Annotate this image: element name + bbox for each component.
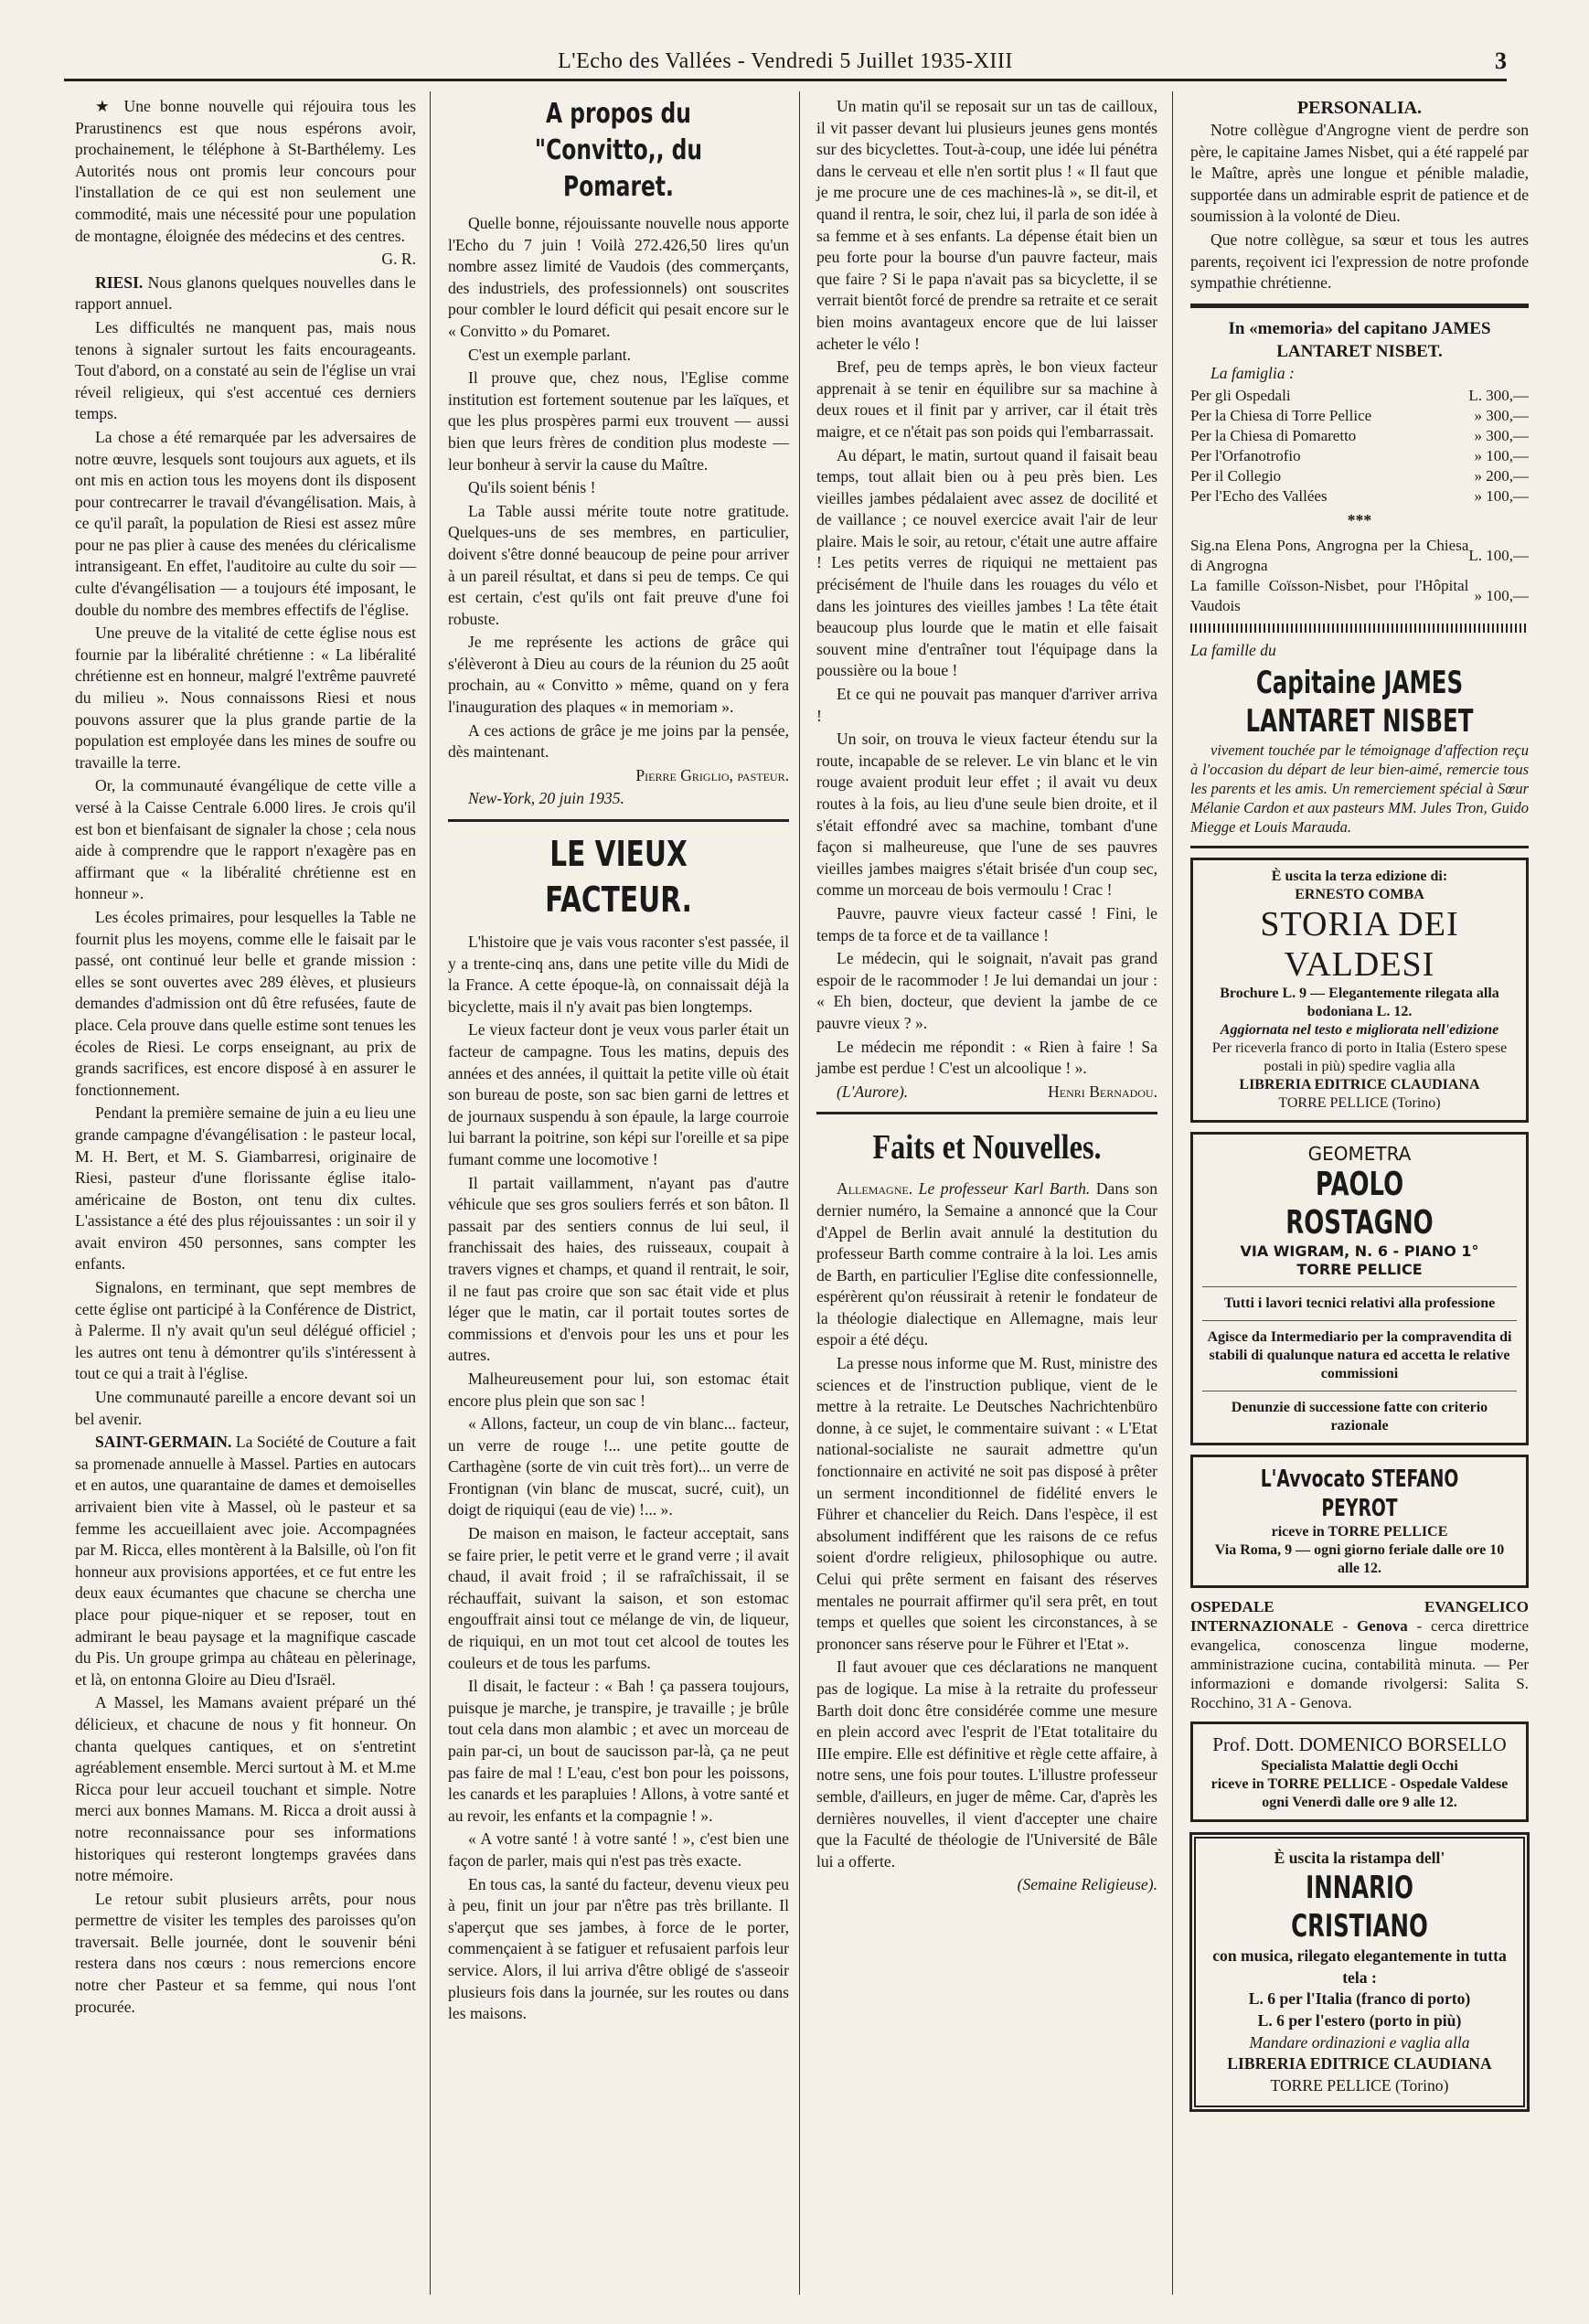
donation-amount: L. 300,— xyxy=(1468,387,1529,405)
article-paragraph: Pendant la première semaine de juin a eu lieu une grande campagne d'évangélisation : le pasteur local, M. H. Bert, et M. S. Giambarresi, originaire de Riesi, pasteur d'une florissante église italo-américaine de Boston, ont tenu dix cultes. L'assistance a été des plus réjouissantes : un soir il y avait environ 450 personnes, sans compter les enfants. xyxy=(75,1103,416,1274)
ad-line: Via Roma, 9 — ogni giorno feriale dalle ore 10 alle 12. xyxy=(1214,1541,1505,1576)
column-3 xyxy=(816,96,1157,1898)
article-paragraph: La Table aussi mérite toute notre gratitude. Quelques-uns de ses membres, en particulier, doivent s'être donné beaucoup de peine pour arriver à un pareil résultat, et dans si peu de temps. Ce qui est certain, c'est qu'ils ont fait preuve d'une foi robuste. xyxy=(448,501,789,628)
article-paragraph: Une preuve de la vitalité de cette église nous est fournie par la libéralité chrétienne : « La libéralité chrétienne est en honneur, malgré l'extrême pauvreté du milieu ». Nous connaissons Riesi et nous pouvons assurer que la plus grande partie de la population est employée dans les mines de soufre ou travaille la terre. xyxy=(75,624,416,772)
article-paragraph: Pauvre, pauvre vieux facteur cassé ! Fini, le temps de ta force et de ta vaillance ! xyxy=(816,903,1157,944)
ad-line: riceve in TORRE PELLICE - Ospedale Valdese ogni Venerdì dalle ore 9 alle 12. xyxy=(1210,1775,1509,1810)
article-paragraph: Malheureusement pour lui, son estomac était encore plus plein que son sac ! xyxy=(448,1369,789,1410)
ad-line: È uscita la terza edizione di: xyxy=(1271,868,1448,884)
ad-line: Specialista Malattie degli Occhi xyxy=(1261,1757,1458,1774)
article-paragraph: L'histoire que je vais vous raconter s'est passée, il y a trente-cinq ans, dans une petite ville du Midi de la France. A cette époque-là, on connaissait déjà la bicyclette, mais il n'y avait pas bien longtemps. xyxy=(448,933,789,1016)
donation-amount: » 200,— xyxy=(1474,467,1529,485)
ad-oculista xyxy=(1190,1722,1529,1822)
page-number: 3 xyxy=(1495,48,1507,74)
article-paragraph: Au départ, le matin, surtout quand il faisait beau temps, tout allait bien ou à peu près bien. Les vieilles jambes pédalaient avec assez de docilité et de vaillance ; ce nouvel exercice avait l'air de leur plaire. Mais le soir, au retour, c'était une autre affaire ! Les petits verres de riquiqui ne mettaient pas précisément de l'huile dans les rouages du vélo et dans les jointures des vieilles jambes ! La tête était beaucoup plus lourde que le matin et elle faisait souvent mine d'entraîner tout l'équipage dans la poussière ou la boue ! xyxy=(816,445,1157,680)
article-paragraph: Nous glanons quelques nouvelles dans le rapport annuel. xyxy=(75,272,416,314)
ad-line: L. 6 per l'Italia (franco di porto) xyxy=(1248,1989,1471,2009)
signature: G. R. xyxy=(381,250,416,269)
article-paragraph: Les difficultés ne manquent pas, mais nous tenons à signaler surtout les faits encourageants. Tout d'abord, on a constaté au sein de l'église un vrai réveil religieux, qui s'est accentué ces derniers temps. xyxy=(75,317,416,423)
ad-head: OSPEDALE EVANGELICO INTERNAZIONALE - Genova xyxy=(1190,1597,1529,1635)
donation-amount: L. 100,— xyxy=(1468,546,1529,564)
running-title: L'Echo des Vallées - Vendredi 5 Juillet 1935-XIII xyxy=(558,49,1013,73)
ad-line: LIBRERIA EDITRICE CLAUDIANA xyxy=(1239,1076,1480,1093)
ad-line: Brochure L. 9 — Elegantemente rilegata alla bodoniana L. 12. xyxy=(1220,985,1499,1019)
divider xyxy=(1190,846,1529,848)
donation-label: Per la Chiesa di Pomaretto xyxy=(1190,427,1357,445)
article-paragraph: Je me représente les actions de grâce qui s'élèveront à Dieu au cours de la réunion du 25 août prochain, au « Convitto » même, quand on y fera l'inauguration des plaques « in memoriam ». xyxy=(448,633,789,717)
ad-book-title: INNARIO CRISTIANO xyxy=(1291,1870,1428,1946)
article-paragraph: A Massel, les Mamans avaient préparé un thé délicieux, et chacune de nous y fit honneur. On chanta quelques cantiques, et on s'entretint agréablement ensemble. Merci surtout à M. et M.me Ricca pour leur accueil touchant et simple. Notre merci aux bonnes Mamans. M. Ricca a droit aussi à notre reconnaissance pour ses informations historiques qui resteront longtemps gravées dans notre mémoire. xyxy=(75,1693,416,1885)
article-paragraph: Une communauté pareille a encore devant soi un bel avenir. xyxy=(75,1388,416,1428)
donation-label: La famille Coïsson-Nisbet, pour l'Hôpital Vaudois xyxy=(1190,576,1469,614)
signature: Henri Bernadou. xyxy=(1048,1082,1157,1101)
ad-line: con musica, rilegato elegantemente in tutta tela : xyxy=(1212,1946,1507,1987)
article-paragraph: Dans son dernier numéro, la Semaine a annoncé que la Cour d'Appel de Berlin avait annulé la destitution du professeur Barth comme contraire à la loi. Les amis de Barth, en particulier l'Eglise dite confessionnelle, espérèrent qu'on réussirait à retenir le fondateur de la théologie dialectique en Allemagne, mais leur espoir a été déçu. xyxy=(816,1179,1157,1349)
article-paragraph: En tous cas, la santé du facteur, devenu vieux peu à peu, finit un jour par n'être pas très brillante. Il s'aperçut que ses jambes, à force de le porter, commençaient à se fatiguer et refusaient parfois leur service. Alors, il lui arriva d'être obligé de s'asseoir plusieurs fois dans la journée, sur les routes ou dans les maisons. xyxy=(448,1874,789,2023)
donation-table xyxy=(1190,386,1529,506)
article-paragraph: De maison en maison, le facteur acceptait, sans se faire prier, le petit verre et le grand verre ; il avait chaud, il avait froid ; il se rafraîchissait, il se réchauffait, suivant la saison, et son estomac engouffrait ainsi tout ce mélange de vin, de liqueur, de riquiqui, en un mot tout cet alcool de toutes les couleurs et de tous les parfums. xyxy=(448,1524,789,1672)
article-paragraph: Signalons, en terminant, que sept membres de cette église ont participé à la Conférence de District, à Palerme. Il n'y avait qu'un seul délégué officiel ; les autres ont tenu à démontrer qu'ils s'intéressent à tout ce qui a trait à l'église. xyxy=(75,1278,416,1383)
ad-storia-valdesi xyxy=(1190,858,1529,1123)
donation-amount: » 100,— xyxy=(1474,586,1529,604)
article-paragraph: Bref, peu de temps après, le bon vieux facteur apprenait à se tenir en équilibre sur sa machine à deux roues et il finit par y arriver, car il était très maigre, et ce n'était pas son poids qui l'embarrassait. xyxy=(816,357,1157,441)
ad-line: TORRE PELLICE (Torino) xyxy=(1270,2075,1449,2095)
ad-line: È uscita la ristampa dell' xyxy=(1274,1848,1445,1867)
family-name: Capitaine JAMES LANTARET NISBET xyxy=(1245,664,1474,740)
article-paragraph: Il partait vaillamment, n'ayant pas d'autre véhicule que ses gros souliers ferrés et son bâton. Il passait par des sentiers connus de lui seul, il franchissait des haies, des ruisseaux, coupait à travers vignes et champs, et quand il rentrait, le soir, il ne faut pas croire que son sac était vide et plus léger que le matin, car il portait toutes sortes de commissions et d'envois pour les uns et pour les autres. xyxy=(448,1173,789,1365)
article-title-vieux-facteur: LE VIEUX FACTEUR. xyxy=(545,834,692,921)
article-paragraph: Le vieux facteur dont je veux vous parler était un facteur de campagne. Tous les matins, depuis des années et des années, il quittait la petite ville où était son bureau de poste, son sac bien garni de lettres et de journaux suspendu à son épaule, la large courroie lui barrant la poitrine, son képi sur l'oreille et sa pipe fumant comme une locomotive ! xyxy=(448,1020,789,1168)
article-paragraph: « A votre santé ! à votre santé ! », c'est bien une façon de parler, mais qui n'est pas très exacte. xyxy=(448,1829,789,1870)
signature: Pierre Griglio, pasteur. xyxy=(635,765,789,784)
article-paragraph: Il disait, le facteur : « Bah ! ça passera toujours, puisque je marche, je transpire, je travaille ; je brûle tout cela dans mon alambic ; et avec un morceau de pain par-ci, un bout de saucisson par-là, ça ne peut pas faire de mal ! L'eau, c'est bon pour les poissons, les canards et les parapluies ! Allons, à votre santé et au revoir, les enfants et la compagnie ! ». xyxy=(448,1677,789,1825)
article-paragraph: La Société de Couture a fait sa promenade annuelle à Massel. Parties en autocars et en autos, une quarantaine de dames et demoiselles arrivaient bien vite à Massel, où le pasteur et sa femme les accueillaient avec joie. Accompagnées par M. Ricca, elles montèrent à la Balsille, où l'on fit honneur aux provisions apportées, et ce fut entre les deux eaux écumantes que chacune se chercha une place pour pique-niquer et se reposer, tout en admirant le beau paysage et la magnifique cascade du Pis. Un groupe grimpa au château en pèlerinage, et là, on entonna Gloire au Dieu d'Israël. xyxy=(75,1433,416,1689)
ad-line: Agisce da Intermediario per la compravendita di stabili di qualunque natura ed accetta le relative commissioni xyxy=(1207,1328,1512,1381)
hatched-divider xyxy=(1190,624,1529,633)
donation-table-extra xyxy=(1190,536,1529,616)
ad-line: Per riceverla franco di porto in Italia (Estero spese postali in più) spedire vaglia alla xyxy=(1211,1039,1508,1074)
ad-geometra xyxy=(1190,1132,1529,1445)
personalia-title: PERSONALIA. xyxy=(1296,98,1423,118)
ad-line: Mandare ordinazioni e vaglia alla xyxy=(1249,2032,1470,2052)
article-paragraph: « Allons, facteur, un coup de vin blanc... facteur, un verre de rouge !... une petite goutte de Carthagène (sorte de vin cuit très fort)... un verre de Frontignan (vin blanc de muscat, sucré, cuit), un doigt de riquiqui (eau de vie) !... ». xyxy=(448,1414,789,1519)
article-paragraph: Que notre collègue, sa sœur et tous les autres parents, reçoivent ici l'expression de notre profonde sympathie chrétienne. xyxy=(1190,229,1529,293)
donation-row xyxy=(1190,426,1529,446)
family-thanks: vivement touchée par le témoignage d'affection reçu à l'occasion du départ de leur bien-aimé, remercie tous les parents et les amis. Un remerciement spécial à Sœur Mélanie Cardon et aux pasteurs MM. Jules Tron, Guido Miegge et Louis Marauda. xyxy=(1190,741,1529,836)
donation-row xyxy=(1190,386,1529,406)
memoria-subtitle: La famiglia : xyxy=(1210,363,1295,382)
ad-line: VIA WIGRAM, N. 6 - PIANO 1° xyxy=(1240,1242,1479,1260)
memoria-title: In «memoria» del capitano JAMES LANTARET NISBET. xyxy=(1228,318,1491,361)
article-paragraph: Quelle bonne, réjouissante nouvelle nous apporte l'Echo du 7 juin ! Voilà 272.426,50 lires qu'un nombre assez limité de Vaudois (des commerçants, des industriels, des professionnels) ont souscrites pour combler le lourd déficit qui pesait encore sur le « Convitto » du Pomaret. xyxy=(448,214,789,340)
donation-row xyxy=(1190,486,1529,506)
article-paragraph: Il prouve que, chez nous, l'Eglise comme institution est fortement soutenue par les laïques, et que les plus prospères parmi eux trouvent — aussi bien que leurs frères de condition plus modeste — leur bonheur à servir la cause du Maître. xyxy=(448,368,789,474)
divider xyxy=(1202,1286,1517,1287)
column-rule xyxy=(430,91,431,2295)
article-title-convitto: A propos du "Convitto,, du Pomaret. xyxy=(534,98,703,203)
ad-avvocato xyxy=(1190,1455,1529,1588)
article-paragraph: La presse nous informe que M. Rust, ministre des sciences et de l'instruction publique, vient de le mettre à la retraite. Le Deutsches Nachrichtenbüro donne, à ce sujet, le commentaire suivant : « L'Etat national-socialiste ne saurait admettre qu'un fonctionnaire en activité ne soit pas disposé à prêter un serment inconditionnel de fidélité envers le Führer et chancelier du Reich. Dans l'espèce, il est absolument indifférent que les raisons de ce refus soient d'ordre religieux, philosophique ou autre. Celui qui prête serment en faisant des réserves mentales ne pourrait affirmer qu'il sera prêt, en tout temps et quelles que soient les circonstances, à se prononcer sans réserve pour le Führer et l'Etat ». xyxy=(816,1354,1157,1653)
ad-name: L'Avvocato STEFANO PEYROT xyxy=(1260,1465,1459,1522)
article-paragraph: Les écoles primaires, pour lesquelles la Table ne fournit plus les moyens, comme elle le faisait par le passé, ont continué leur belle et grande mission : elles se sont ouvertes avec 289 élèves, et plusieurs demandes d'admission ont dû être refusées, faute de place. Cela prouve dans quelle estime sont tenues les écoles de Riesi. Le corps enseignant, au prix de grands sacrifices, est encore disposé à en assurer le fonctionnement. xyxy=(75,907,416,1099)
donation-amount: » 100,— xyxy=(1474,447,1529,465)
ad-line: Aggiornata nel testo e migliorata nell'edizione xyxy=(1220,1021,1499,1038)
ad-name: Prof. Dott. DOMENICO BORSELLO xyxy=(1212,1732,1507,1755)
ad-line: TORRE PELLICE xyxy=(1296,1260,1423,1278)
column-2 xyxy=(448,96,789,2027)
ad-line: L. 6 per l'estero (porto in più) xyxy=(1257,2010,1462,2030)
ad-line: riceve in TORRE PELLICE xyxy=(1271,1523,1448,1540)
article-paragraph: Notre collègue d'Angrogne vient de perdre son père, le capitaine James Nisbet, qui a été rappelé par le Maître, après une longue et pénible maladie, supportée dans un admirable esprit de patience et de soumission à la volonté de Dieu. xyxy=(1190,121,1529,226)
article-paragraph: Qu'ils soient bénis ! xyxy=(468,478,596,497)
ad-text: - cerca direttrice evangelica, conoscenza lingue moderne, amministrazione cucina, contabilità minuta. — Per informazioni e domande rivolgersi: Salita S. Rocchino, 31 A - Genova. xyxy=(1190,1616,1530,1711)
ad-line: GEOMETRA xyxy=(1307,1142,1412,1165)
ad-line: Denunzie di successione fatte con criterio razionale xyxy=(1231,1399,1488,1434)
family-intro: La famille du xyxy=(1190,640,1276,659)
column-1 xyxy=(75,96,416,2020)
donation-amount: » 300,— xyxy=(1474,407,1529,425)
article-paragraph: Le retour subit plusieurs arrêts, pour nous permettre de visiter les temples des paroisses qu'on traversait. Belle journée, dont le souvenir béni restera dans nos cœurs : nous remercions encore notre cher Pasteur et sa femme, qui nous l'ont procurée. xyxy=(75,1889,416,2016)
ad-line: LIBRERIA EDITRICE CLAUDIANA xyxy=(1227,2054,1492,2073)
article-paragraph: ★ Une bonne nouvelle qui réjouira tous les Prarustinencs est que nous espérons avoir, prochainement, le téléphone à St-Barthélemy. Les Autorités nous ont promis leur concours pour l'installation de ce qui est non seulement une commodité, mais une nécessité pour une population de montagne, éloignée des médecins et des centres. xyxy=(75,97,416,245)
donation-label: Sig.na Elena Pons, Angrogna per la Chiesa di Angrogna xyxy=(1190,536,1469,574)
donation-label: Per l'Echo des Vallées xyxy=(1190,487,1328,506)
donation-amount: » 300,— xyxy=(1474,427,1529,445)
donation-row xyxy=(1190,406,1529,426)
donation-label: Per il Collegio xyxy=(1190,467,1282,485)
article-paragraph: Le médecin me répondit : « Rien à faire ! Sa jambe est perdue ! C'est un alcoolique ! ». xyxy=(816,1037,1157,1078)
divider xyxy=(448,819,789,822)
section-heading-saint-germain: SAINT-GERMAIN. xyxy=(95,1433,232,1452)
ad-ospedale xyxy=(1190,1597,1529,1712)
column-rule xyxy=(1172,91,1173,2295)
section-heading-riesi: RIESI. xyxy=(95,272,144,292)
article-paragraph: Or, la communauté évangélique de cette ville a versé à la Caisse Centrale 6.000 lires. Je crois qu'il est bon et bienfaisant de signaler la chose ; cela nous aide à comprendre que le rapport n'exagère pas en affirmant que « la libéralité chrétienne est en honneur ». xyxy=(75,776,416,903)
divider xyxy=(1202,1320,1517,1321)
article-paragraph: La chose a été remarquée par les adversaires de notre œuvre, lesquels sont toujours aux aguets, et ils ont mis en action tous les moyens dont ils disposent pour contrecarrer le travail d'évangélisation. Mais, à ce qu'il paraît, la population de Riesi est assez mûre pour ne pas plier à cause des menées du cléricalisme intransigeant. En effet, l'auditoire au culte du soir — culte d'évangélisation — a toujours été imposant, le double du nombre des membres effectifs de l'église. xyxy=(75,427,416,619)
column-4 xyxy=(1190,96,1529,2122)
section-title-faits-nouvelles: Faits et Nouvelles. xyxy=(872,1128,1102,1167)
article-paragraph: Le médecin, qui le soignait, n'avait pas grand espoir de le racommoder ! Je lui demandai un jour : « Eh bien, docteur, que devient la jambe de ce pauvre vieux ? ». xyxy=(816,949,1157,1032)
article-paragraph: A ces actions de grâce je me joins par la pensée, dès maintenant. xyxy=(448,720,789,762)
article-paragraph: Il faut avouer que ces déclarations ne manquent pas de logique. La mise à la retraite du professeur Barth doit donc être considérée comme une mesure en plein accord avec l'esprit de l'Etat totalitaire du IIIe empire. Elle est définitive et règle cette affaire, à notre sens, une fois pour toutes. L'illustre professeur semble, d'ailleurs, en juger de même. Car, d'après les dernières nouvelles, il vient d'accepter une chaire que la Faculté de théologie de l'Université de Bâle lui a offerte. xyxy=(816,1658,1157,1871)
stars-separator: *** xyxy=(1347,511,1372,530)
article-paragraph: C'est un exemple parlant. xyxy=(468,345,632,364)
source-note: (Semaine Religieuse). xyxy=(1017,1875,1157,1894)
donation-amount: » 100,— xyxy=(1474,487,1529,506)
article-paragraph: Et ce qui ne pouvait pas manquer d'arriver arriva ! xyxy=(816,685,1157,725)
column-rule xyxy=(799,91,800,2295)
country-lead: Allemagne. xyxy=(837,1179,913,1199)
source-note: (L'Aurore). xyxy=(837,1082,909,1101)
donation-label: Per l'Orfanotrofio xyxy=(1190,447,1301,465)
ad-innario xyxy=(1194,1837,1525,2108)
donation-row xyxy=(1190,466,1529,486)
donation-label: Per la Chiesa di Torre Pellice xyxy=(1190,407,1372,425)
ad-line: Tutti i lavori tecnici relativi alla professione xyxy=(1223,1295,1496,1311)
divider xyxy=(1190,304,1529,308)
ad-line: TORRE PELLICE (Torino) xyxy=(1278,1094,1441,1111)
dateline: New-York, 20 juin 1935. xyxy=(468,789,624,808)
page-header xyxy=(64,46,1507,81)
ad-line: ERNESTO COMBA xyxy=(1295,886,1424,902)
article-paragraph: Un matin qu'il se reposait sur un tas de cailloux, il vit passer devant lui plusieurs jeunes gens montés sur des bicyclettes. Tout-à-coup, une idée lui pénétra dans le cerveau et elle n'en sortit plus ! « Il faut que je me procure une de ces machines-là », se dit-il, et quand il rentra, le soir, chez lui, il parla de son idée à sa femme et à ses enfants. La dépense était bien un peu forte pour la bourse d'un pauvre facteur, mais que faire ? Si le papa n'avait pas sa bicyclette, il se verrait bientôt forcé de prendre sa retraite et ce serait bien moins avantageux encore que de lui laisser acheter le vélo ! xyxy=(816,97,1157,353)
subject-lead: Le professeur Karl Barth. xyxy=(918,1179,1091,1199)
ad-name: PAOLO ROSTAGNO xyxy=(1285,1165,1434,1242)
donation-row xyxy=(1190,446,1529,466)
divider xyxy=(816,1112,1157,1114)
donation-label: Per gli Ospedali xyxy=(1190,387,1291,405)
ad-book-title: STORIA DEI VALDESI xyxy=(1260,904,1459,984)
article-paragraph: Un soir, on trouva le vieux facteur étendu sur la route, incapable de se relever. Le vin blanc et le vin rouge avaient produit leur effet ; il avait vu deux routes à la fois, au lieu d'une seule bien droite, et il s'était effondré avec sa machine, tombant d'une façon si malheureuse, que l'une de ses pauvres vieilles jambes maigres s'était brisée d'un coup sec, comme un morceau de bois vermoulu ! Crac ! xyxy=(816,730,1157,900)
